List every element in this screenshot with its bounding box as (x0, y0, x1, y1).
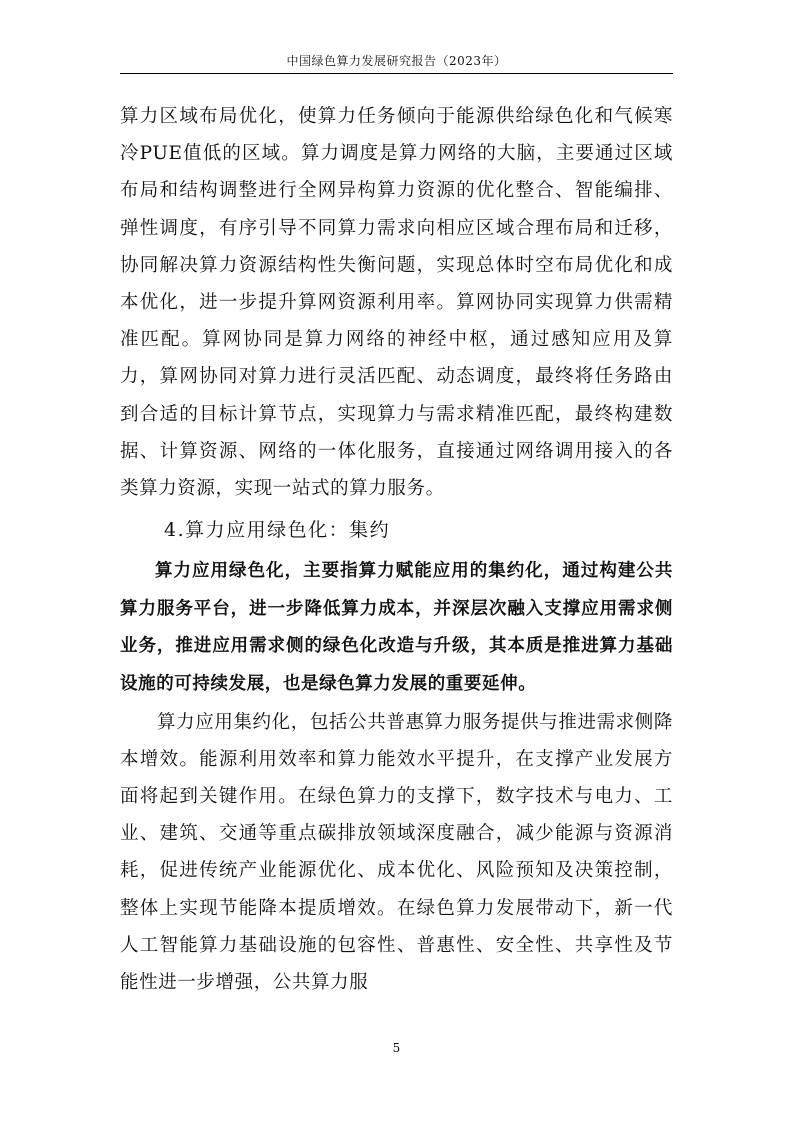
running-header: 中国绿色算力发展研究报告（2023年） (286, 54, 507, 68)
body-paragraph: 算力应用集约化，包括公共普惠算力服务提供与推进需求侧降本增效。能源利用效率和算力能效水平提升，在支撑产业发展方面将起到关键作用。在绿色算力的支撑下，数字技术与电力、工业、建筑、交通等重点碳排放领域深度融合，减少能源与资源消耗，促进传统产业能源优化、成本优化、风险预知及决策控制，整体上实现节能降本提质增效。在绿色算力发展带动下，新一代人工智能算力基础设施的包容性、普惠性、安全性、共享性及节能性进一步增强，公共算力服 (120, 711, 673, 994)
document-body (120, 98, 673, 1001)
body-paragraph: 算力区域布局优化，使算力任务倾向于能源供给绿色化和气候寒冷PUE值低的区域。算力调度是算力网络的大脑，主要通过区域布局和结构调整进行全网异构算力资源的优化整合、智能编排、弹性调度，有序引导不同算力需求向相应区域合理布局和迁移，协同解决算力资源结构性失衡问题，实现总体时空布局优化和成本优化，进一步提升算网资源利用率。算网协同实现算力供需精准匹配。算网协同是算力网络的神经中枢，通过感知应用及算力，算网协同对算力进行灵活匹配、动态调度，最终将任务路由到合适的目标计算节点，实现算力与需求精准匹配，最终构建数据、计算资源、网络的一体化服务，直接通过网络调用接入的各类算力资源，实现一站式的算力服务。 (120, 106, 673, 500)
bold-summary-paragraph: 算力应用绿色化，主要指算力赋能应用的集约化，通过构建公共算力服务平台，进一步降低算力成本，并深层次融入支撑应用需求侧业务，推进应用需求侧的绿色化改造与升级，其本质是推进算力基础设施的可持续发展，也是绿色算力发展的重要延伸。 (120, 561, 673, 695)
section-heading: 4.算力应用绿色化：集约 (164, 519, 391, 542)
page-number: 5 (392, 1041, 401, 1055)
header-divider (120, 73, 673, 74)
